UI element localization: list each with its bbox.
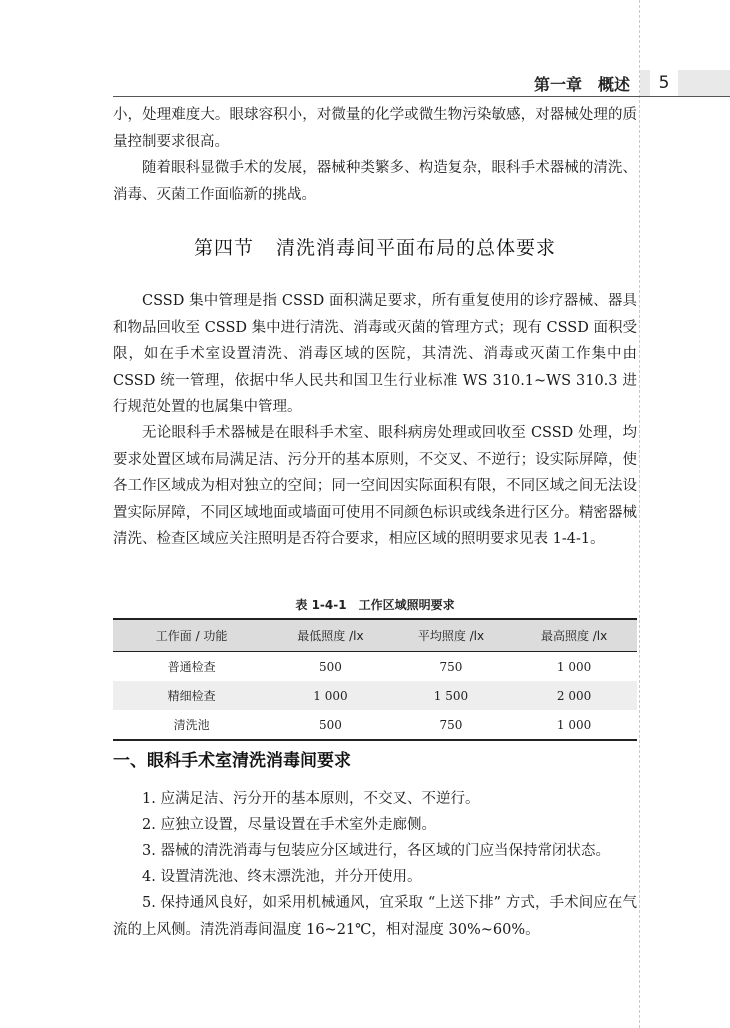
list-item: 2. 应独立设置，尽量设置在手术室外走廊侧。 bbox=[142, 817, 436, 833]
table-cell: 精细检查 bbox=[113, 681, 270, 710]
table-cell: 750 bbox=[391, 710, 512, 740]
header-chapter-title: 第一章 概述 bbox=[533, 75, 630, 94]
table-row bbox=[113, 652, 637, 682]
header-cell-function: 工作面 / 功能 bbox=[113, 619, 270, 652]
table-cell: 750 bbox=[439, 659, 463, 674]
subsection-heading: 一、眼科手术室清洗消毒间要求 bbox=[113, 751, 351, 771]
table-cell: 清洗池 bbox=[113, 710, 270, 740]
header-cell-min-lux: 最低照度 /lx bbox=[270, 619, 391, 652]
table-row bbox=[113, 710, 637, 740]
table-row bbox=[113, 681, 637, 710]
table-cell: 普通检查 bbox=[167, 660, 216, 674]
list-item: 5. 保持通风良好，如采用机械通风，宜采取 “上送下排” 方式，手术间应在气流的上风侧。清洗消毒间温度 16~21℃，相对湿度 30%~60%。 bbox=[113, 895, 637, 938]
header-cell-max-lux: 最高照度 /lx bbox=[511, 619, 637, 652]
trim-guide-line bbox=[639, 0, 640, 1028]
header-cell-avg-lux: 平均照度 /lx bbox=[391, 619, 512, 652]
section-number: 第四节 bbox=[193, 237, 254, 259]
list-item: 4. 设置清洗池、终末漂洗池，并分开使用。 bbox=[142, 869, 422, 885]
running-header bbox=[113, 70, 730, 97]
page-number: 5 bbox=[650, 70, 678, 96]
list-item: 1. 应满足洁、污分开的基本原则，不交叉、不逆行。 bbox=[142, 791, 480, 807]
intro-paragraph-2: 随着眼科显微手术的发展，器械种类繁多、构造复杂，眼科手术器械的清洗、消毒、灭菌工作面临新的挑战。 bbox=[113, 160, 637, 203]
list-item: 3. 器械的清洗消毒与包装应分区域进行，各区域的门应当保持常闭状态。 bbox=[142, 843, 610, 859]
lighting-requirements-table bbox=[113, 618, 637, 741]
intro-paragraph-1: 小，处理难度大。眼球容积小，对微量的化学或微生物污染敏感，对器械处理的质量控制要求很高。 bbox=[113, 107, 637, 150]
body-paragraph-2: 无论眼科手术器械是在眼科手术室、眼科病房处理或回收至 CSSD 处理，均要求处置区域布局满足洁、污分开的基本原则，不交叉、不逆行；设实际屏障，使各工作区域成为相对独立的空间；同一空间因实际面积有限，不同区域之间无法设置实际屏障，不同区域地面或墙面可使用不同颜色标识或线条进行区分。精密器械清洗、检查区域应关注照明是否符合要求，相应区域的照明要求见表 1-4-1。 bbox=[113, 425, 637, 547]
table-cell: 1 500 bbox=[391, 681, 512, 710]
table-cell: 2 000 bbox=[511, 681, 637, 710]
table-cell: 1 000 bbox=[270, 681, 391, 710]
body-paragraph-1: CSSD 集中管理是指 CSSD 面积满足要求，所有重复使用的诊疗器械、器具和物品回收至 CSSD 集中进行清洗、消毒或灭菌的管理方式；现有 CSSD 面积受限，如在手术室设置清洗、消毒区域的医院，其清洗、消毒或灭菌工作集中由 CSSD 统一管理，依据中华人民共和国卫生行业标准 WS 310.1~WS 310.3 进行规范处置的也属集中管理。 bbox=[113, 293, 637, 415]
table-cell: 1 000 bbox=[556, 659, 592, 674]
table-caption: 表 1-4-1 工作区域照明要求 bbox=[295, 598, 455, 612]
table-header-row bbox=[113, 619, 637, 652]
table-cell: 1 000 bbox=[511, 710, 637, 740]
section-heading bbox=[113, 233, 637, 260]
table-cell: 500 bbox=[318, 659, 342, 674]
section-title-text: 清洗消毒间平面布局的总体要求 bbox=[276, 237, 557, 259]
table-cell: 500 bbox=[270, 710, 391, 740]
